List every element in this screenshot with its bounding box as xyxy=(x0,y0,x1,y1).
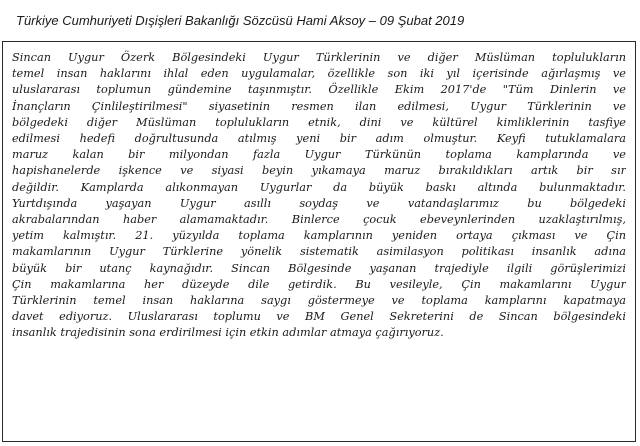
statement-line: bölgedeki diğer Müslüman toplulukların etnik, dini ve kültürel kimliklerinin tasfiye xyxy=(12,115,626,129)
statement-line: akrabalarından haber alamamaktadır. Binlerce çocuk ebeveynlerinden uzaklaştırılmış, xyxy=(12,213,626,227)
statement-box xyxy=(2,41,636,442)
statement-line: Çin makamlarına her düzeyde dile getirdik. Bu vesileyle, Çin makamlarını Uygur xyxy=(12,277,626,291)
statement-line: Yurtdışında yaşayan Uygur asıllı soydaş ve vatandaşlarımız bu bölgedeki xyxy=(12,196,626,210)
statement-line: makamlarının Uygur Türklerine yönelik sistematik asimilasyon politikası insanlık adına xyxy=(12,245,626,259)
statement-line: maruz kalan bir milyondan fazla Uygur Türkünün toplama kamplarında ve xyxy=(12,148,626,162)
statement-line: temel insan haklarını ihlal eden uygulamalar, özellikle son iki yıl içerisinde ağırlaşmış ve xyxy=(12,67,626,81)
statement-line: Türklerinin temel insan haklarına saygı göstermeye ve toplama kamplarını kapatmaya xyxy=(12,294,626,308)
statement-line: İnançların Çinlileştirilmesi" siyasetinin resmen ilan edilmesi, Uygur Türklerinin ve xyxy=(12,99,626,113)
statement-line: uluslararası toplumun gündemine taşınmıştır. Özellikle Ekim 2017'de "Tüm Dinlerin ve xyxy=(12,83,626,97)
statement-line: değildir. Kamplarda alıkonmayan Uygurlar da büyük baskı altında bulunmaktadır. xyxy=(12,180,626,194)
statement-line: insanlık trajedisinin sona erdirilmesi için etkin adımlar atmaya çağırıyoruz. xyxy=(12,326,444,340)
statement-line: davet ediyoruz. Uluslararası toplumu ve BM Genel Sekreterini de Sincan bölgesindeki xyxy=(12,310,626,324)
statement-line: yetim kalmıştır. 21. yüzyılda toplama kamplarının yeniden ortaya çıkması ve Çin xyxy=(12,229,626,243)
statement-title: Türkiye Cumhuriyeti Dışişleri Bakanlığı Sözcüsü Hami Aksoy – 09 Şubat 2019 xyxy=(16,13,465,28)
statement-paragraph xyxy=(12,50,626,342)
statement-line: büyük bir utanç kaynağıdır. Sincan Bölgesinde yaşanan trajediyle ilgili görüşlerimizi xyxy=(12,261,626,275)
statement-line: Sincan Uygur Özerk Bölgesindeki Uygur Türklerinin ve diğer Müslüman toplulukların xyxy=(12,51,626,64)
statement-line: edilmesi hedefi doğrultusunda atılmış yeni bir adım olmuştur. Keyfi tutuklamalara xyxy=(12,132,626,146)
statement-line: hapishanelerde işkence ve siyasi beyin yıkamaya maruz bırakıldıkları artık bir sır xyxy=(12,164,626,178)
